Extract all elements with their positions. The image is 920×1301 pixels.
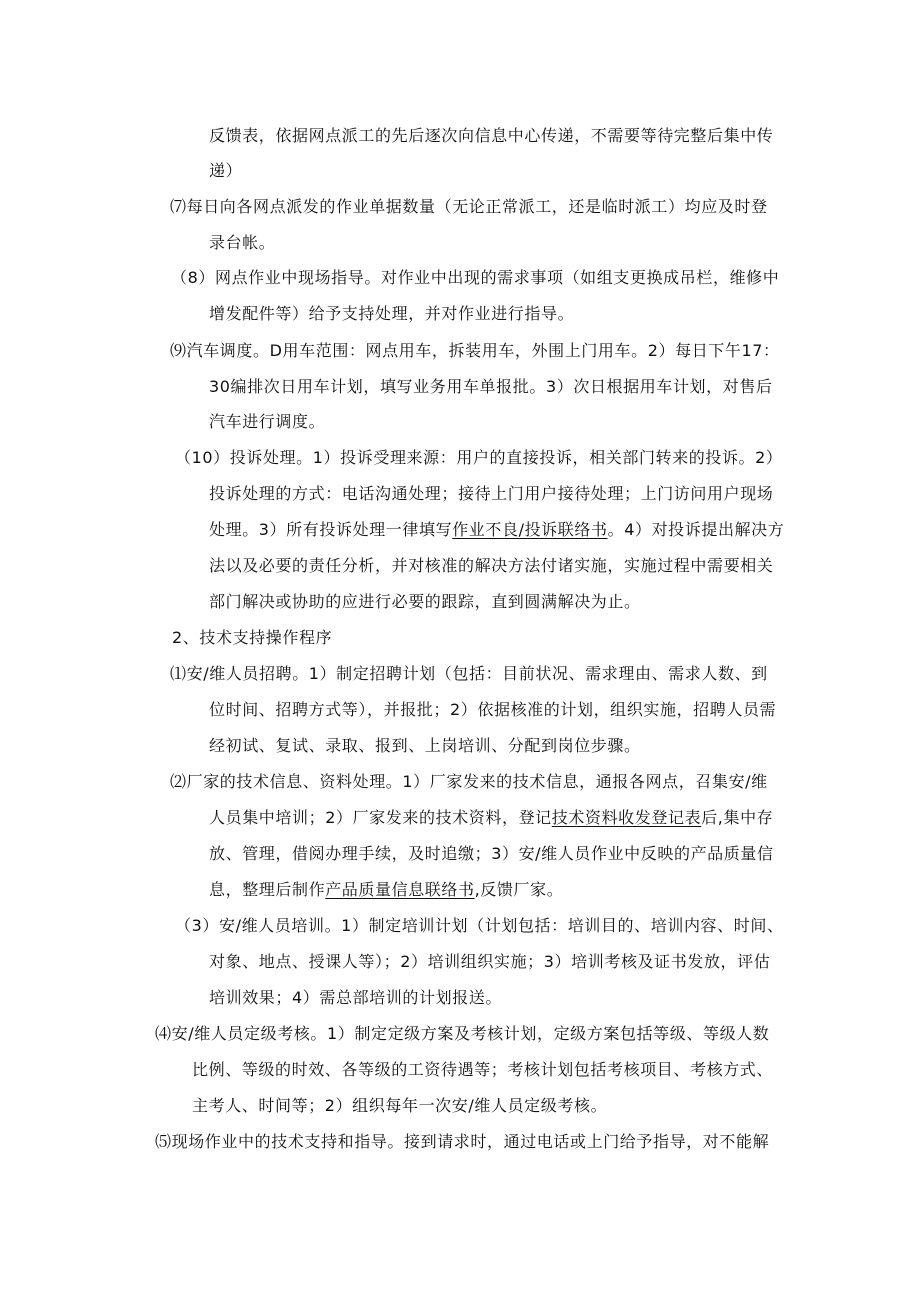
text-line: 录台帐。 xyxy=(209,233,276,252)
text-line: 汽车进行调度。 xyxy=(209,412,326,431)
text-line: ⑸现场作业中的技术支持和指导。接到请求时，通过电话或上门给予指导，对不能解 xyxy=(155,1132,770,1151)
text-line: ⑺每日向各网点派发的作业单据数量（无论正常派工，还是临时派工）均应及时登 xyxy=(170,197,768,216)
section-heading: 2、技术支持操作程序 xyxy=(172,628,333,647)
text-line: 人员集中培训；2）厂家发来的技术资料，登记技术资料收发登记表后,集中存 xyxy=(209,808,774,827)
text-line: 法以及必要的责任分析，并对核准的解决方法付诸实施，实施过程中需要相关 xyxy=(209,556,774,575)
text-line: 递） xyxy=(209,161,243,180)
text-line: 增发配件等）给予支持处理，并对作业进行指导。 xyxy=(209,304,575,323)
text-line: 反馈表，依据网点派工的先后逐次向信息中心传递，不需要等待完整后集中传 xyxy=(209,126,774,145)
text-line: 投诉处理的方式：电话沟通处理；接待上门用户接待处理；上门访问用户现场 xyxy=(209,484,774,503)
form-name-link: 作业不良/投诉联络书 xyxy=(452,520,608,539)
text-line: 比例、等级的时效、各等级的工资待遇等；考核计划包括考核项目、考核方式、 xyxy=(192,1060,774,1079)
text-line: （10）投诉处理。1）投诉受理来源：用户的直接投诉，相关部门转来的投诉。2） xyxy=(175,448,783,467)
text-line: （3）安/维人员培训。1）制定培训计划（计划包括：培训目的、培训内容、时间、 xyxy=(175,916,784,935)
form-name-link: 技术资料收发登记表 xyxy=(551,808,702,827)
text-line: 息，整理后制作产品质量信息联络书,反馈厂家。 xyxy=(209,880,564,899)
text-line: 培训效果；4）需总部培训的计划报送。 xyxy=(209,988,502,1007)
text-line: 处理。3）所有投诉处理一律填写作业不良/投诉联络书。4）对投诉提出解决方 xyxy=(209,520,785,539)
text-line: 对象、地点、授课人等）；2）培训组织实施；3）培训考核及证书发放，评估 xyxy=(209,952,771,971)
text-line: 放、管理，借阅办理手续，及时追缴；3）安/维人员作业中反映的产品质量信 xyxy=(209,844,774,863)
text-line: ⑷安/维人员定级考核。1）制定定级方案及考核计划，定级方案包括等级、等级人数 xyxy=(155,1024,770,1043)
text-line: （8）网点作业中现场指导。对作业中出现的需求事项（如组支更换成吊栏，维修中 xyxy=(171,268,780,287)
text-line: 主考人、时间等；2）组织每年一次安/维人员定级考核。 xyxy=(192,1096,608,1115)
text-line: ⑼汽车调度。D用车范围：网点用车，拆装用车，外围上门用车。2）每日下午17： xyxy=(170,341,780,360)
text-line: 经初试、复试、录取、报到、上岗培训、分配到岗位步骤。 xyxy=(209,736,641,755)
text-line: ⑴安/维人员招聘。1）制定招聘计划（包括：目前状况、需求理由、需求人数、到 xyxy=(170,664,768,683)
text-line: 位时间、招聘方式等），并报批；2）依据核准的计划，组织实施，招聘人员需 xyxy=(209,700,777,719)
text-line: 30编排次日用车计划，填写业务用车单报批。3）次日根据用车计划，对售后 xyxy=(209,377,773,396)
text-line: ⑵厂家的技术信息、资料处理。1）厂家发来的技术信息，通报各网点，召集安/维 xyxy=(170,772,768,791)
text-line: 部门解决或协助的应进行必要的跟踪，直到圆满解决为止。 xyxy=(209,592,641,611)
form-name-link: 产品质量信息联络书 xyxy=(325,880,475,899)
